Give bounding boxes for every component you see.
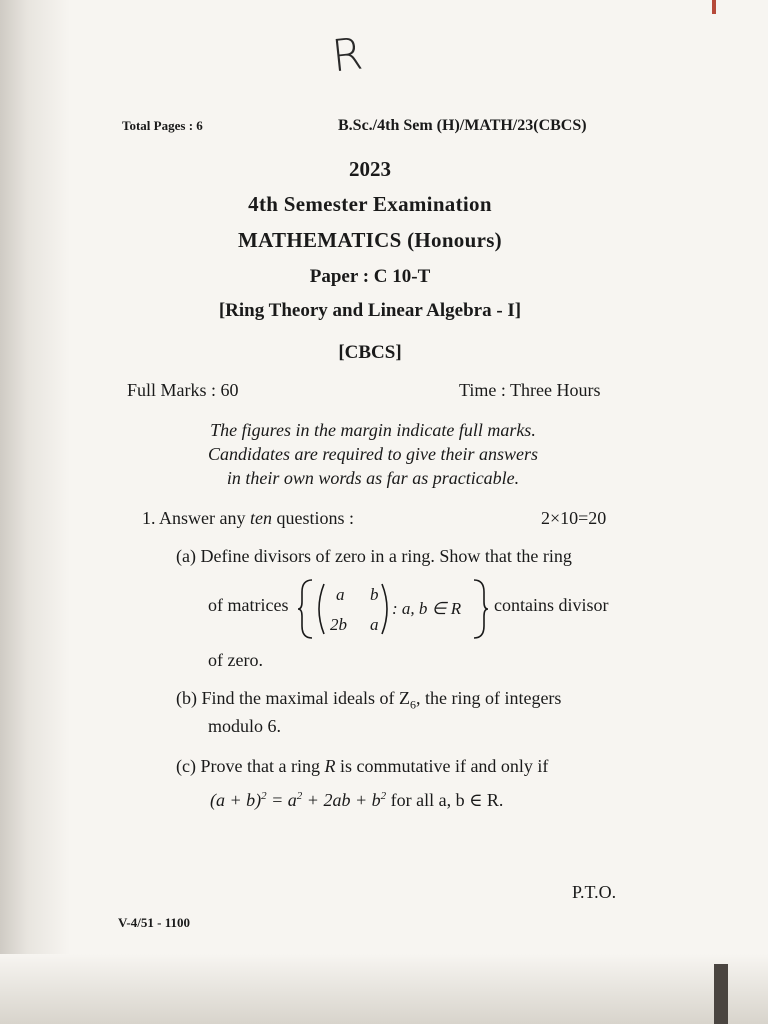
question-1-prompt bbox=[142, 508, 354, 529]
question-c-ring-symbol: R bbox=[324, 756, 336, 776]
matrix-paren-right bbox=[382, 584, 387, 634]
question-c-label: (c) bbox=[176, 756, 196, 776]
equation-exponent: 2 bbox=[296, 790, 303, 802]
page-shadow-left bbox=[0, 0, 70, 1024]
question-b bbox=[176, 688, 561, 713]
paper-number: Paper : C 10-T bbox=[309, 266, 431, 287]
set-condition: : a, b ∈ R bbox=[392, 599, 462, 618]
course-title: [Ring Theory and Linear Algebra - I] bbox=[218, 300, 522, 321]
question-b-label: (b) bbox=[176, 688, 197, 708]
matrix-entry: a bbox=[336, 585, 345, 604]
full-marks: Full Marks : 60 bbox=[127, 380, 239, 400]
instruction-line: Candidates are required to give their answers bbox=[208, 444, 538, 464]
paper-code: B.Sc./4th Sem (H)/MATH/23(CBCS) bbox=[338, 117, 587, 134]
question-a bbox=[176, 546, 572, 567]
question-b-text: Find the maximal ideals of Z bbox=[201, 688, 410, 708]
question-c-text: Prove that a ring bbox=[200, 756, 325, 776]
instruction-line: in their own words as far as practicable. bbox=[226, 468, 520, 488]
question-1-suffix: questions : bbox=[271, 508, 354, 528]
question-1-prefix: 1. Answer any bbox=[142, 508, 250, 528]
handwritten-mark: R bbox=[329, 28, 366, 83]
question-a-of-matrices: of matrices bbox=[208, 595, 289, 615]
equation-exponent: 2 bbox=[261, 790, 267, 802]
question-1-marks: 2×10=20 bbox=[541, 508, 607, 528]
equation-exponent: 2 bbox=[380, 790, 387, 802]
pto-label: P.T.O. bbox=[572, 882, 617, 902]
question-a-text: Define divisors of zero in a ring. Show that the ring bbox=[200, 546, 572, 566]
question-c-equation bbox=[210, 790, 503, 811]
page-corner-red bbox=[712, 0, 716, 14]
equation-tail: for all a, b ∈ R. bbox=[386, 790, 504, 810]
scheme-label: [CBCS] bbox=[338, 342, 402, 363]
page-shadow-bottom bbox=[0, 954, 768, 1024]
matrix-set-expression bbox=[298, 578, 494, 640]
matrix-entry: a bbox=[370, 615, 379, 634]
exam-title: 4th Semester Examination bbox=[248, 192, 492, 216]
equation-rhs-b: + 2ab + b bbox=[302, 790, 381, 810]
question-a-contains: contains divisor bbox=[494, 595, 609, 615]
equation-lhs: (a + b) bbox=[210, 790, 262, 810]
question-b-subscript: 6 bbox=[409, 697, 416, 712]
question-c-text-tail: is commutative if and only if bbox=[335, 756, 549, 776]
page-corner-dark bbox=[714, 964, 728, 1024]
matrix-paren-left bbox=[319, 584, 324, 634]
footer-code: V-4/51 - 1100 bbox=[118, 915, 190, 930]
question-a-label: (a) bbox=[176, 546, 196, 566]
subject-title: MATHEMATICS (Honours) bbox=[238, 228, 502, 252]
matrix-entry: 2b bbox=[330, 615, 347, 634]
matrix-entry: b bbox=[370, 585, 379, 604]
exam-year: 2023 bbox=[349, 157, 391, 181]
instruction-line: The figures in the margin indicate full marks. bbox=[210, 420, 536, 440]
question-1-emph: ten bbox=[249, 508, 272, 528]
question-b-text-tail: , the ring of integers bbox=[415, 688, 562, 708]
equation-rhs-a: = a bbox=[266, 790, 297, 810]
question-b-line2: modulo 6. bbox=[208, 716, 282, 736]
set-brace-right bbox=[474, 580, 488, 638]
total-pages: Total Pages : 6 bbox=[122, 118, 203, 133]
question-a-of-zero: of zero. bbox=[208, 650, 263, 670]
exam-time: Time : Three Hours bbox=[459, 380, 601, 400]
question-c bbox=[176, 756, 548, 777]
set-brace-left bbox=[298, 580, 312, 638]
